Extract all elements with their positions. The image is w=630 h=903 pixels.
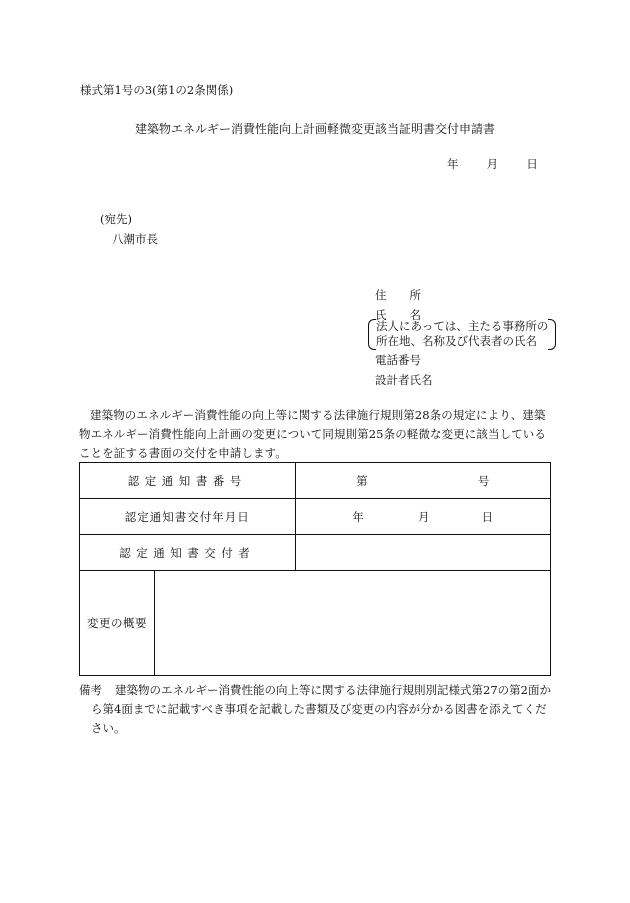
application-table: [79, 462, 551, 676]
date-year: 年: [447, 157, 459, 171]
issuer-field[interactable]: [295, 535, 550, 571]
corporate-note-line2: 所在地、名称及び代表者の氏名: [376, 334, 537, 348]
cert-date-day: 日: [481, 509, 494, 524]
cert-date-label: 認定通知書交付年月日: [80, 499, 296, 535]
form-number: 様式第1号の3(第1の2条関係): [80, 83, 234, 97]
table-row: [80, 535, 551, 571]
table-row: [80, 463, 551, 499]
summary-label: 変更の概要: [80, 571, 155, 676]
date-day: 日: [526, 157, 538, 171]
date-line: [447, 156, 538, 172]
addressee-name: 八潮市長: [112, 232, 158, 246]
date-month: 月: [486, 157, 499, 171]
left-bracket: [368, 319, 376, 350]
table-row: [80, 499, 551, 535]
issuer-label: 認定通知書交付者: [80, 535, 296, 571]
cert-number-label: 認定通知書番号: [80, 463, 296, 499]
cert-number-prefix: 第: [356, 473, 368, 488]
remarks: [79, 681, 551, 738]
applicant-address-label: 住 所: [375, 288, 421, 302]
corporate-note-line1: 法人にあっては、主たる事務所の: [376, 319, 549, 333]
application-statement: 建築物のエネルギー消費性能の向上等に関する法律施行規則第28条の規定により、建築物エネルギー消費性能向上計画の変更について同規則第25条の軽微な変更に該当していることを証する書面の交付を申請します。: [79, 408, 546, 460]
designer-name-label: 設計者氏名: [375, 373, 433, 387]
cert-date-month: 月: [418, 509, 430, 524]
cert-date-year: 年: [352, 509, 364, 524]
cert-number-suffix: 号: [477, 473, 490, 488]
applicant-phone-label: 電話番号: [375, 353, 421, 367]
addressee-label: (宛先): [100, 212, 132, 226]
corporate-note: [368, 319, 548, 349]
summary-field[interactable]: [155, 571, 551, 676]
cert-date-field[interactable]: [295, 499, 550, 535]
cert-number-field[interactable]: [295, 463, 550, 499]
applicant-name-label: 氏 名: [375, 308, 421, 322]
document-title: 建築物エネルギー消費性能向上計画軽微変更該当証明書交付申請書: [134, 122, 495, 136]
right-bracket: [548, 319, 556, 350]
table-row: [80, 571, 551, 676]
remarks-text: 建築物のエネルギー消費性能の向上等に関する法律施行規則別記様式第27の第2面から第4面までに記載すべき事項を記載した書類及び変更の内容が分かる図書を添えてください。: [91, 683, 551, 735]
remarks-head: 備考: [79, 683, 102, 697]
